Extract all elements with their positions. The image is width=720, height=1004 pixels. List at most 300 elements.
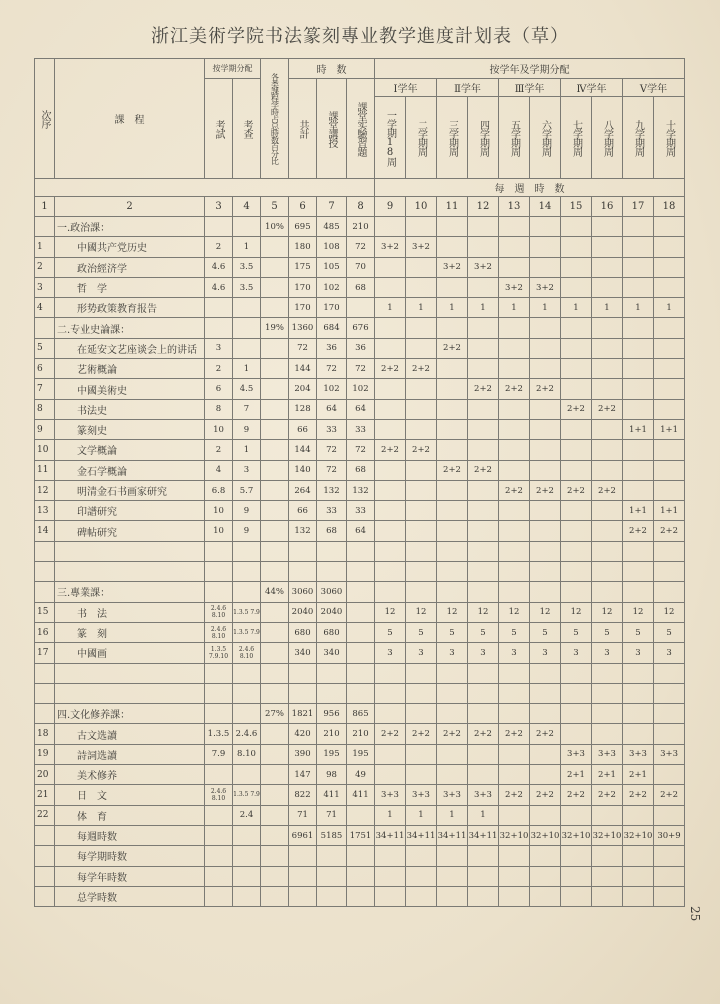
hours-total: 6961 [289, 825, 317, 845]
semester-hours [406, 379, 437, 399]
semester-hours: 2+2 [437, 338, 468, 358]
semester-hours [406, 338, 437, 358]
table-row [35, 663, 685, 683]
semester-hours: 2+2 [530, 480, 561, 500]
semester-hours [437, 277, 468, 297]
colnum-cell: 18 [654, 197, 685, 217]
row-index [35, 846, 55, 866]
semester-hours [530, 237, 561, 257]
semester-hours [375, 562, 406, 582]
semester-hours [406, 521, 437, 541]
semester-hours [654, 277, 685, 297]
semester-hours [654, 866, 685, 886]
semester-hours [530, 805, 561, 825]
semester-hours: 2+2 [561, 399, 592, 419]
semester-hours [623, 379, 654, 399]
semester-hours [654, 480, 685, 500]
semester-hours: 2+2 [499, 480, 530, 500]
semester-hours [592, 217, 623, 237]
semester-hours [437, 217, 468, 237]
semester-hours [561, 846, 592, 866]
semester-hours: 2+2 [499, 379, 530, 399]
semester-hours [499, 866, 530, 886]
semester-hours: 1 [468, 805, 499, 825]
hours-total: 144 [289, 359, 317, 379]
hours-percent [261, 521, 289, 541]
semester-hours [499, 744, 530, 764]
semester-hours [592, 440, 623, 460]
hours-practice: 70 [347, 257, 375, 277]
semester-hours [654, 359, 685, 379]
semester-hours [375, 501, 406, 521]
semester-hours [623, 866, 654, 886]
semester-hours: 1 [468, 298, 499, 318]
semester-hours [623, 886, 654, 906]
check-semesters: 8.10 [233, 744, 261, 764]
hours-lecture: 195 [317, 744, 347, 764]
row-index: 2 [35, 257, 55, 277]
semester-hours [561, 257, 592, 277]
semester-hours [468, 765, 499, 785]
semester-hours [406, 277, 437, 297]
row-index [35, 217, 55, 237]
semester-hours: 3 [375, 643, 406, 663]
semester-hours [406, 399, 437, 419]
semester-hours [623, 359, 654, 379]
semester-hours [375, 765, 406, 785]
semester-hours [592, 805, 623, 825]
semester-hours [437, 541, 468, 561]
semester-hours [654, 217, 685, 237]
semester-hours: 2+2 [437, 724, 468, 744]
semester-hours: 3+3 [375, 785, 406, 805]
semester-hours [561, 501, 592, 521]
row-index: 16 [35, 622, 55, 642]
header-check: 考查 [233, 79, 261, 179]
hours-lecture: 485 [317, 217, 347, 237]
hours-practice [347, 866, 375, 886]
course-name: 金石学概論 [55, 460, 205, 480]
check-semesters: 9 [233, 419, 261, 439]
semester-hours [468, 886, 499, 906]
semester-hours [623, 704, 654, 724]
table-row [35, 622, 685, 642]
semester-hours [375, 521, 406, 541]
semester-hours [437, 866, 468, 886]
semester-hours [623, 724, 654, 744]
row-index: 3 [35, 277, 55, 297]
exam-semesters [205, 562, 233, 582]
row-index: 8 [35, 399, 55, 419]
header-percent: 各类課程学時占总時数百分比 [261, 59, 289, 179]
semester-hours [530, 846, 561, 866]
semester-hours [406, 663, 437, 683]
semester-hours [654, 663, 685, 683]
course-name: 形势政策教育报告 [55, 298, 205, 318]
row-index: 21 [35, 785, 55, 805]
semester-hours [375, 541, 406, 561]
semester-hours [530, 866, 561, 886]
hours-lecture: 72 [317, 460, 347, 480]
semester-hours [623, 480, 654, 500]
semester-hours [654, 399, 685, 419]
semester-hours [654, 704, 685, 724]
check-semesters [233, 866, 261, 886]
semester-hours: 1 [623, 298, 654, 318]
table-row [35, 521, 685, 541]
semester-hours: 12 [561, 602, 592, 622]
semester-hours [437, 562, 468, 582]
hours-percent [261, 683, 289, 703]
hours-lecture [317, 663, 347, 683]
semester-hours: 3 [406, 643, 437, 663]
semester-hours [530, 886, 561, 906]
semester-hours [561, 582, 592, 602]
hours-total: 695 [289, 217, 317, 237]
semester-hours [468, 744, 499, 764]
hours-practice [347, 298, 375, 318]
course-name: 书 法 [55, 602, 205, 622]
course-name: 美术修养 [55, 765, 205, 785]
hours-percent [261, 298, 289, 318]
semester-hours [654, 440, 685, 460]
colnum-cell: 15 [561, 197, 592, 217]
hours-total [289, 663, 317, 683]
row-index: 7 [35, 379, 55, 399]
hours-lecture: 72 [317, 359, 347, 379]
table-row [35, 886, 685, 906]
semester-hours: 1 [499, 298, 530, 318]
semester-hours [499, 359, 530, 379]
semester-hours [468, 419, 499, 439]
semester-hours: 5 [499, 622, 530, 642]
table-body [35, 217, 685, 907]
exam-semesters [205, 217, 233, 237]
hours-practice [347, 541, 375, 561]
hours-practice: 64 [347, 521, 375, 541]
semester-hours [406, 562, 437, 582]
semester-hours [499, 683, 530, 703]
check-semesters [233, 704, 261, 724]
hours-percent [261, 602, 289, 622]
semester-hours: 2+2 [592, 480, 623, 500]
hours-lecture: 411 [317, 785, 347, 805]
hours-practice: 865 [347, 704, 375, 724]
hours-practice [347, 663, 375, 683]
semester-hours [654, 257, 685, 277]
check-semesters: 9 [233, 501, 261, 521]
semester-hours [406, 765, 437, 785]
table-row [35, 846, 685, 866]
row-index: 18 [35, 724, 55, 744]
semester-hours: 3+3 [468, 785, 499, 805]
semester-hours [468, 440, 499, 460]
row-index: 4 [35, 298, 55, 318]
hours-total: 170 [289, 277, 317, 297]
hours-lecture [317, 683, 347, 703]
hours-practice: 1751 [347, 825, 375, 845]
course-name: 艺術概論 [55, 359, 205, 379]
semester-hours: 2+2 [623, 785, 654, 805]
semester-hours [499, 419, 530, 439]
colnum-cell: 5 [261, 197, 289, 217]
semester-hours [499, 237, 530, 257]
semester-hours [530, 338, 561, 358]
semester-hours [623, 399, 654, 419]
header-sem-5: 五学期周 [499, 97, 530, 179]
header-year-3: Ⅲ学年 [499, 79, 561, 97]
hours-percent: 19% [261, 318, 289, 338]
hours-lecture [317, 846, 347, 866]
semester-hours [499, 805, 530, 825]
row-index [35, 562, 55, 582]
hours-total: 390 [289, 744, 317, 764]
semester-hours [623, 257, 654, 277]
table-row [35, 237, 685, 257]
colnum-cell: 10 [406, 197, 437, 217]
semester-hours [375, 582, 406, 602]
course-name: 中國美術史 [55, 379, 205, 399]
check-semesters: 9 [233, 521, 261, 541]
semester-hours: 12 [499, 602, 530, 622]
check-semesters [233, 582, 261, 602]
semester-hours: 2+2 [406, 440, 437, 460]
check-semesters: 7 [233, 399, 261, 419]
row-index [35, 683, 55, 703]
semester-hours: 3 [468, 643, 499, 663]
header-hours-group: 時 数 [289, 59, 375, 79]
semester-hours [592, 846, 623, 866]
hours-lecture: 72 [317, 440, 347, 460]
semester-hours [561, 379, 592, 399]
colnum-cell: 2 [55, 197, 205, 217]
semester-hours [623, 217, 654, 237]
semester-hours [406, 318, 437, 338]
semester-hours: 5 [530, 622, 561, 642]
row-index: 13 [35, 501, 55, 521]
table-row [35, 602, 685, 622]
exam-semesters [205, 765, 233, 785]
semester-hours [375, 683, 406, 703]
hours-total: 72 [289, 338, 317, 358]
semester-hours: 2+2 [561, 480, 592, 500]
semester-hours [437, 765, 468, 785]
semester-hours: 2+2 [406, 359, 437, 379]
semester-hours [561, 237, 592, 257]
row-index: 1 [35, 237, 55, 257]
colnum-cell: 17 [623, 197, 654, 217]
hours-total: 204 [289, 379, 317, 399]
row-index [35, 582, 55, 602]
semester-hours: 2+2 [561, 785, 592, 805]
hours-percent [261, 724, 289, 744]
table-row [35, 805, 685, 825]
semester-hours [561, 217, 592, 237]
semester-hours [499, 521, 530, 541]
table-row [35, 217, 685, 237]
hours-practice [347, 622, 375, 642]
hours-percent [261, 419, 289, 439]
semester-hours [468, 582, 499, 602]
hours-practice: 132 [347, 480, 375, 500]
semester-hours: 3+2 [437, 257, 468, 277]
row-index: 15 [35, 602, 55, 622]
semester-hours [530, 419, 561, 439]
header-distribution: 按学年及学期分配 [375, 59, 685, 79]
hours-practice: 64 [347, 399, 375, 419]
exam-semesters: 8 [205, 399, 233, 419]
semester-hours [623, 805, 654, 825]
semester-hours [468, 683, 499, 703]
hours-total: 66 [289, 501, 317, 521]
hours-lecture: 108 [317, 237, 347, 257]
semester-hours [375, 744, 406, 764]
hours-lecture: 102 [317, 277, 347, 297]
semester-hours [499, 704, 530, 724]
check-semesters [233, 825, 261, 845]
check-semesters [233, 562, 261, 582]
semester-hours [499, 582, 530, 602]
semester-hours [561, 440, 592, 460]
semester-hours [561, 562, 592, 582]
semester-hours: 1+1 [623, 419, 654, 439]
semester-hours [499, 562, 530, 582]
semester-hours: 12 [530, 602, 561, 622]
colnum-cell: 7 [317, 197, 347, 217]
hours-percent [261, 257, 289, 277]
hours-practice: 33 [347, 501, 375, 521]
semester-hours: 34+11 [375, 825, 406, 845]
hours-practice: 72 [347, 237, 375, 257]
semester-hours [468, 541, 499, 561]
exam-semesters: 10 [205, 501, 233, 521]
semester-hours [468, 521, 499, 541]
exam-semesters [205, 541, 233, 561]
semester-hours [530, 359, 561, 379]
hours-practice: 68 [347, 277, 375, 297]
semester-hours [654, 886, 685, 906]
semester-hours: 5 [406, 622, 437, 642]
hours-lecture: 68 [317, 521, 347, 541]
hours-percent [261, 846, 289, 866]
header-sem-3: 三学期周 [437, 97, 468, 179]
exam-semesters: 2 [205, 440, 233, 460]
semester-hours: 1 [375, 298, 406, 318]
semester-hours [406, 744, 437, 764]
semester-hours: 12 [375, 602, 406, 622]
exam-semesters: 7.9 [205, 744, 233, 764]
semester-hours [592, 582, 623, 602]
hours-practice: 210 [347, 217, 375, 237]
header-practice: 課堂实驗習題 [347, 79, 375, 179]
semester-hours: 30+9 [654, 825, 685, 845]
hours-lecture [317, 562, 347, 582]
semester-hours [654, 338, 685, 358]
course-name: 古文选讀 [55, 724, 205, 744]
header-sem-8: 八学期周 [592, 97, 623, 179]
semester-hours [499, 257, 530, 277]
colnum-cell: 1 [35, 197, 55, 217]
colnum-cell: 8 [347, 197, 375, 217]
semester-hours [437, 704, 468, 724]
hours-lecture: 105 [317, 257, 347, 277]
semester-hours [623, 460, 654, 480]
hours-total [289, 541, 317, 561]
semester-hours [375, 480, 406, 500]
course-name: 三.專業課： [55, 582, 205, 602]
semester-hours [623, 541, 654, 561]
colnum-cell: 9 [375, 197, 406, 217]
check-semesters: 2.4.6 8.10 [233, 643, 261, 663]
semester-hours: 5 [561, 622, 592, 642]
semester-hours [530, 744, 561, 764]
colnum-cell: 3 [205, 197, 233, 217]
hours-total [289, 886, 317, 906]
row-index: 20 [35, 765, 55, 785]
semester-hours [561, 866, 592, 886]
row-index [35, 704, 55, 724]
semester-hours: 3 [499, 643, 530, 663]
semester-hours [437, 440, 468, 460]
semester-hours [592, 359, 623, 379]
semester-hours [592, 338, 623, 358]
semester-hours [437, 399, 468, 419]
semester-hours: 3 [561, 643, 592, 663]
table-row [35, 724, 685, 744]
semester-hours [499, 765, 530, 785]
header-exam: 考試 [205, 79, 233, 179]
hours-lecture: 2040 [317, 602, 347, 622]
row-index: 19 [35, 744, 55, 764]
semester-hours [530, 501, 561, 521]
course-name: 总学時数 [55, 886, 205, 906]
hours-percent [261, 805, 289, 825]
table-row [35, 298, 685, 318]
semester-hours [437, 582, 468, 602]
semester-hours: 12 [592, 602, 623, 622]
semester-hours [437, 683, 468, 703]
hours-percent [261, 886, 289, 906]
semester-hours [437, 846, 468, 866]
exam-semesters: 4 [205, 460, 233, 480]
semester-hours [654, 379, 685, 399]
header-total: 共計 [289, 79, 317, 179]
semester-hours: 1 [406, 805, 437, 825]
hours-total: 147 [289, 765, 317, 785]
row-index [35, 825, 55, 845]
semester-hours [530, 683, 561, 703]
semester-hours [406, 541, 437, 561]
hours-lecture: 210 [317, 724, 347, 744]
course-name: 詩詞选讀 [55, 744, 205, 764]
check-semesters: 1 [233, 237, 261, 257]
hours-lecture [317, 541, 347, 561]
exam-semesters: 2.4.6 8.10 [205, 622, 233, 642]
hours-percent [261, 460, 289, 480]
semester-hours: 3+2 [406, 237, 437, 257]
exam-semesters [205, 582, 233, 602]
header-course: 課 程 [55, 59, 205, 179]
semester-hours [375, 217, 406, 237]
hours-lecture: 684 [317, 318, 347, 338]
table-row [35, 683, 685, 703]
exam-semesters: 10 [205, 419, 233, 439]
semester-hours [406, 419, 437, 439]
table-row [35, 643, 685, 663]
semester-hours [468, 338, 499, 358]
course-name: 篆 刻 [55, 622, 205, 642]
semester-hours [375, 257, 406, 277]
